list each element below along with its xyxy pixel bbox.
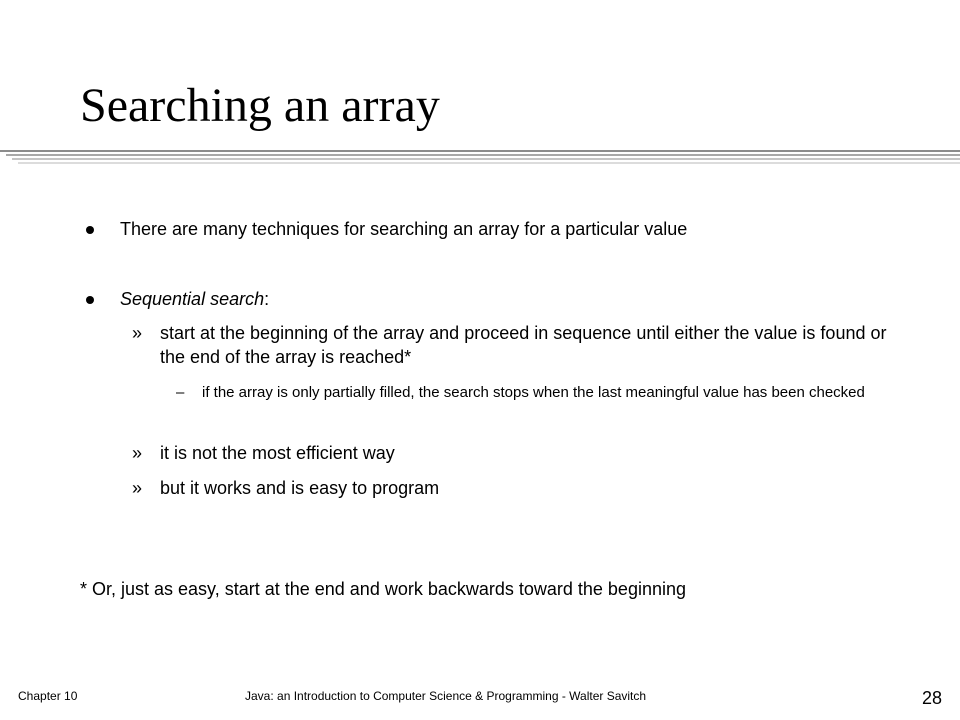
sub-bullet-marker: » [132, 323, 143, 343]
footnote: * Or, just as easy, start at the end and work backwards toward the beginning [80, 579, 686, 599]
footer-course: Java: an Introduction to Computer Science & Programming - Walter Savitch [245, 689, 647, 703]
bullet-text: There are many techniques for searching an array for a particular value [120, 219, 688, 239]
page-number: 28 [921, 688, 942, 708]
sub-bullet-text: but it works and is easy to program [160, 478, 440, 498]
bullet-text [120, 288, 269, 310]
sub-bullet-marker: » [132, 443, 143, 463]
bullet-suffix: : [264, 289, 270, 309]
subsub-bullet-marker: – [176, 384, 185, 401]
bullet-term: Sequential search [120, 289, 265, 309]
title-rule [18, 162, 960, 164]
sub-bullet-marker: » [132, 478, 143, 498]
title-rule [0, 150, 960, 152]
sub-bullet-text: start at the beginning of the array and proceed in sequence until either the value is found or the end of the array is reached* [160, 323, 887, 367]
subsub-bullet-text: if the array is only partially filled, the search stops when the last meaningful value has been checked [202, 384, 865, 401]
slide-title: Searching an array [80, 79, 440, 132]
title-rule [6, 154, 960, 156]
bullet-dot [86, 226, 94, 234]
title-rule [12, 158, 960, 160]
footer-chapter: Chapter 10 [18, 689, 78, 703]
bullet-dot [86, 296, 94, 304]
sub-bullet-text: it is not the most efficient way [160, 443, 395, 463]
